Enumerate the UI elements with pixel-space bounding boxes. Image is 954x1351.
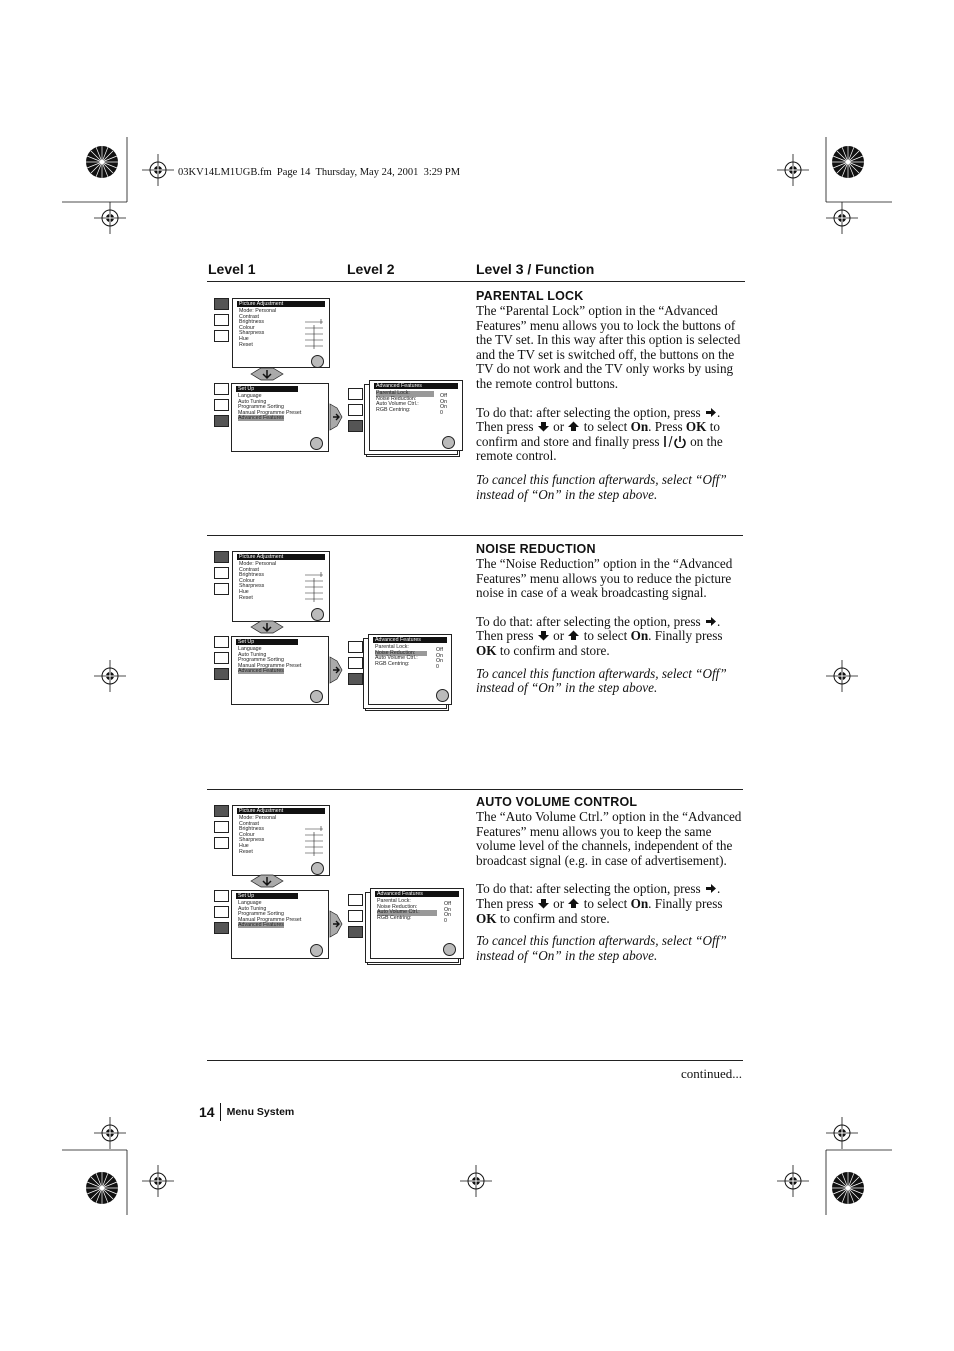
menu-row: Contrast <box>239 313 260 320</box>
picture-icon <box>348 641 363 653</box>
picture-icon <box>214 890 229 902</box>
menu-row: Mode: Personal <box>239 308 277 314</box>
right-arrow-icon <box>329 909 343 939</box>
menu-icons <box>214 383 229 431</box>
ok-icon <box>311 355 324 368</box>
menu-row-selected: Advanced Features <box>238 668 284 675</box>
menu-row-selected: Parental Lock: <box>376 391 434 397</box>
down-arrow-icon <box>249 874 285 888</box>
sound-icon <box>214 567 229 579</box>
menu-icons <box>214 551 229 599</box>
right-arrow-icon <box>329 655 343 685</box>
down-arrow-icon <box>249 620 285 634</box>
step-text: to select <box>583 628 628 644</box>
picture-menu <box>232 298 330 368</box>
picture-menu-title: Picture Adjustment <box>237 554 325 560</box>
page-number: 14 <box>199 1104 215 1120</box>
menu-value: Off <box>436 647 443 653</box>
menu-row: Language <box>238 393 262 399</box>
ok-icon <box>443 943 456 956</box>
setup-icon <box>214 583 229 595</box>
section-rule <box>207 789 743 790</box>
menu-value: On <box>436 652 444 659</box>
down-arrow-icon <box>537 630 550 641</box>
menu-row: RGB Centring: <box>377 914 412 921</box>
up-arrow-icon <box>567 630 580 641</box>
section-title: AUTO VOLUME CONTROL <box>476 795 638 809</box>
picture-icon <box>214 383 229 395</box>
slider-bars <box>305 572 325 604</box>
menu-row: Noise Reduction: <box>376 395 417 402</box>
menu-row: Sharpness <box>239 583 265 590</box>
menu-row: Auto Tuning <box>238 398 267 405</box>
menu-row: Brightness <box>239 572 265 579</box>
menu-row: Reset <box>239 341 253 348</box>
picture-icon <box>214 805 229 817</box>
down-arrow-icon <box>537 421 550 432</box>
setup-icon <box>214 837 229 849</box>
menu-row: Colour <box>239 324 255 331</box>
setup-menu <box>231 636 329 705</box>
setup-menu-title: Set Up <box>236 386 298 392</box>
section-steps <box>476 615 744 659</box>
setup-icon <box>348 420 363 432</box>
header-rule <box>207 281 745 282</box>
menu-icons <box>214 636 229 684</box>
section-intro: The “Auto Volume Ctrl.” option in the “Advanced Features” menu allows you to keep the same volume level of the channels, independent of the broadcast signal (e.g. in case of advertisement). <box>476 809 742 868</box>
setup-menu <box>231 890 329 959</box>
step-text: . Finally press <box>648 628 723 644</box>
menu-row: Colour <box>239 831 255 838</box>
advanced-menu-title: Advanced Features <box>374 383 458 389</box>
slider-bars <box>305 826 325 858</box>
menu-row: Contrast <box>239 820 260 827</box>
menu-row: Noise Reduction: <box>377 903 418 910</box>
step-text: OK <box>476 910 497 926</box>
menu-icons <box>348 894 363 942</box>
step-text: or <box>553 419 565 435</box>
sound-icon <box>348 910 363 922</box>
menu-row: Auto Tuning <box>238 905 267 912</box>
continued-note: continued... <box>681 1066 743 1081</box>
setup-menu-title: Set Up <box>236 639 298 645</box>
advanced-features-menu <box>370 888 464 959</box>
ok-icon <box>310 437 323 450</box>
menu-row: Mode: Personal <box>239 561 277 567</box>
menu-icons <box>214 298 229 346</box>
page-footer <box>199 1103 294 1121</box>
advanced-features-menu <box>368 634 452 705</box>
ok-icon <box>442 436 455 449</box>
menu-row: Reset <box>239 594 253 601</box>
section-title: PARENTAL LOCK <box>476 289 584 303</box>
file-header: 03KV14LM1UGB.fm Page 14 Thursday, May 24, 2001 3:29 PM <box>178 167 461 178</box>
section-parental-lock <box>476 289 744 502</box>
step-text: on the remote control. <box>476 433 723 464</box>
menu-row: RGB Centring: <box>376 406 411 413</box>
menu-row: Programme Sorting <box>238 657 284 664</box>
ok-icon <box>310 690 323 703</box>
section-name: Menu System <box>226 1106 295 1118</box>
menu-value: On <box>444 912 452 919</box>
sound-icon <box>214 652 229 664</box>
menu-row: Sharpness <box>239 330 265 337</box>
step-text: . Then press <box>476 613 721 644</box>
up-arrow-icon <box>567 421 580 432</box>
up-arrow-icon <box>567 898 580 909</box>
menu-row: Programme Sorting <box>238 911 284 918</box>
sound-icon <box>214 314 229 326</box>
menu-value: Off <box>440 393 447 399</box>
menu-row: Contrast <box>239 566 260 573</box>
menu-value: Off <box>444 901 451 907</box>
menu-row: RGB Centring: <box>375 660 410 667</box>
setup-icon <box>214 330 229 342</box>
level1-header: Level 1 <box>208 261 256 277</box>
menu-row: Hue <box>239 335 249 342</box>
step-text: OK <box>685 419 707 435</box>
menu-row: Sharpness <box>239 837 265 844</box>
step-text: To do that: after selecting the option, press <box>476 881 701 897</box>
picture-menu <box>232 805 330 876</box>
slider-bars <box>305 319 325 351</box>
right-arrow-icon <box>704 616 717 627</box>
menu-row-selected: Auto Volume Ctrl.: <box>377 910 437 916</box>
menu-row: Brightness <box>239 319 265 326</box>
setup-icon <box>214 668 229 680</box>
sound-icon <box>214 821 229 833</box>
picture-icon <box>214 636 229 648</box>
menu-row: Manual Programme Preset <box>238 662 302 669</box>
cancel-note: To cancel this function afterwards, select “Off” instead of “On” in the step above. <box>476 933 727 963</box>
sound-icon <box>214 906 229 918</box>
menu-row: Colour <box>239 577 255 584</box>
picture-icon <box>348 894 363 906</box>
menu-row: Language <box>238 900 262 906</box>
section-intro: The “Parental Lock” option in the “Advanced Features” menu allows you to lock the buttons of the TV set. In this way after this option is selected and the TV set is switched off, the buttons on the TV do not work and the TV only works by using the remote control buttons. <box>476 303 741 391</box>
advanced-menu-title: Advanced Features <box>375 891 459 897</box>
step-text: or <box>553 628 565 644</box>
step-text: To do that: after selecting the option, press <box>476 613 701 629</box>
menu-value: On <box>440 404 448 411</box>
menu-row-selected: Noise Reduction: <box>375 651 427 657</box>
menu-row-selected: Advanced Features <box>238 922 284 929</box>
menu-value: 0 <box>440 409 443 416</box>
step-text: . Press <box>648 419 683 435</box>
cancel-note: To cancel this function afterwards, select “Off” instead of “On” in the step above. <box>476 471 727 502</box>
ok-icon <box>436 689 449 702</box>
step-text: to select <box>583 419 628 435</box>
sound-icon <box>214 399 229 411</box>
right-arrow-icon <box>704 883 717 894</box>
setup-icon <box>214 922 229 934</box>
level2-header: Level 2 <box>347 261 395 277</box>
step-text: On <box>630 628 649 644</box>
level3-header: Level 3 / Function <box>476 261 595 277</box>
picture-menu-title: Picture Adjustment <box>237 301 325 307</box>
picture-icon <box>214 551 229 563</box>
section-rule <box>207 535 743 536</box>
picture-icon <box>348 388 363 400</box>
sound-icon <box>348 657 363 669</box>
menu-icons <box>348 388 363 436</box>
menu-row: Hue <box>239 842 249 849</box>
menu-row: Auto Tuning <box>238 651 267 658</box>
picture-menu-title: Picture Adjustment <box>237 808 325 814</box>
menu-value: 0 <box>444 917 447 924</box>
menu-icons <box>214 890 229 938</box>
section-noise-reduction <box>476 542 744 696</box>
section-steps <box>476 406 744 464</box>
menu-row: Parental Lock: <box>377 898 411 904</box>
menu-row: Mode: Personal <box>239 815 277 821</box>
menu-row: Parental Lock: <box>375 644 409 650</box>
menu-row: Manual Programme Preset <box>238 409 302 416</box>
setup-icon <box>214 415 229 427</box>
step-text: to select <box>583 895 628 911</box>
ok-icon <box>310 944 323 957</box>
step-text: On <box>630 895 649 911</box>
menu-row: Brightness <box>239 826 265 833</box>
section-intro: The “Noise Reduction” option in the “Advanced Features” menu allows you to reduce the picture noise in case of a weak broadcasting signal. <box>476 556 733 601</box>
menu-row: Hue <box>239 588 249 595</box>
sound-icon <box>348 404 363 416</box>
step-text: OK <box>476 642 497 658</box>
menu-value: On <box>444 906 452 913</box>
power-icon <box>663 435 687 448</box>
step-text: to confirm and store and finally press <box>476 419 720 449</box>
menu-value: 0 <box>436 663 439 670</box>
menu-row: Auto Volume Ctrl.: <box>375 655 418 662</box>
setup-icon <box>348 673 363 685</box>
step-text: to confirm and store. <box>499 910 610 926</box>
down-arrow-icon <box>537 898 550 909</box>
footer-divider <box>220 1103 221 1121</box>
footer-rule <box>207 1060 743 1061</box>
menu-row-selected: Advanced Features <box>238 415 284 422</box>
step-text: . Then press <box>476 881 721 911</box>
menu-row: Reset <box>239 848 253 855</box>
section-steps <box>476 882 744 926</box>
picture-menu <box>232 551 330 622</box>
setup-menu <box>231 383 329 452</box>
ok-icon <box>311 862 324 875</box>
step-text: or <box>553 895 565 911</box>
menu-row: Programme Sorting <box>238 404 284 411</box>
advanced-features-menu <box>369 380 463 451</box>
menu-value: On <box>436 658 444 665</box>
setup-menu-title: Set Up <box>236 893 298 899</box>
menu-row: Manual Programme Preset <box>238 916 302 923</box>
step-text: To do that: after selecting the option, press <box>476 404 701 420</box>
down-arrow-icon <box>249 367 285 381</box>
right-arrow-icon <box>329 402 343 432</box>
section-auto-volume <box>476 795 744 963</box>
menu-icons <box>348 641 363 689</box>
menu-row: Auto Volume Ctrl.: <box>376 401 419 408</box>
section-title: NOISE REDUCTION <box>476 542 596 556</box>
step-text: On <box>630 419 649 435</box>
setup-icon <box>348 926 363 938</box>
advanced-menu-title: Advanced Features <box>373 637 447 643</box>
cancel-note: To cancel this function afterwards, select “Off” instead of “On” in the step above. <box>476 665 727 696</box>
picture-icon <box>214 298 229 310</box>
right-arrow-icon <box>704 407 717 418</box>
step-text: to confirm and store. <box>499 642 610 658</box>
ok-icon <box>311 608 324 621</box>
menu-value: On <box>440 398 448 405</box>
menu-icons <box>214 805 229 853</box>
step-text: . Then press <box>476 404 721 435</box>
step-text: . Finally press <box>648 895 723 911</box>
menu-row: Language <box>238 646 262 652</box>
